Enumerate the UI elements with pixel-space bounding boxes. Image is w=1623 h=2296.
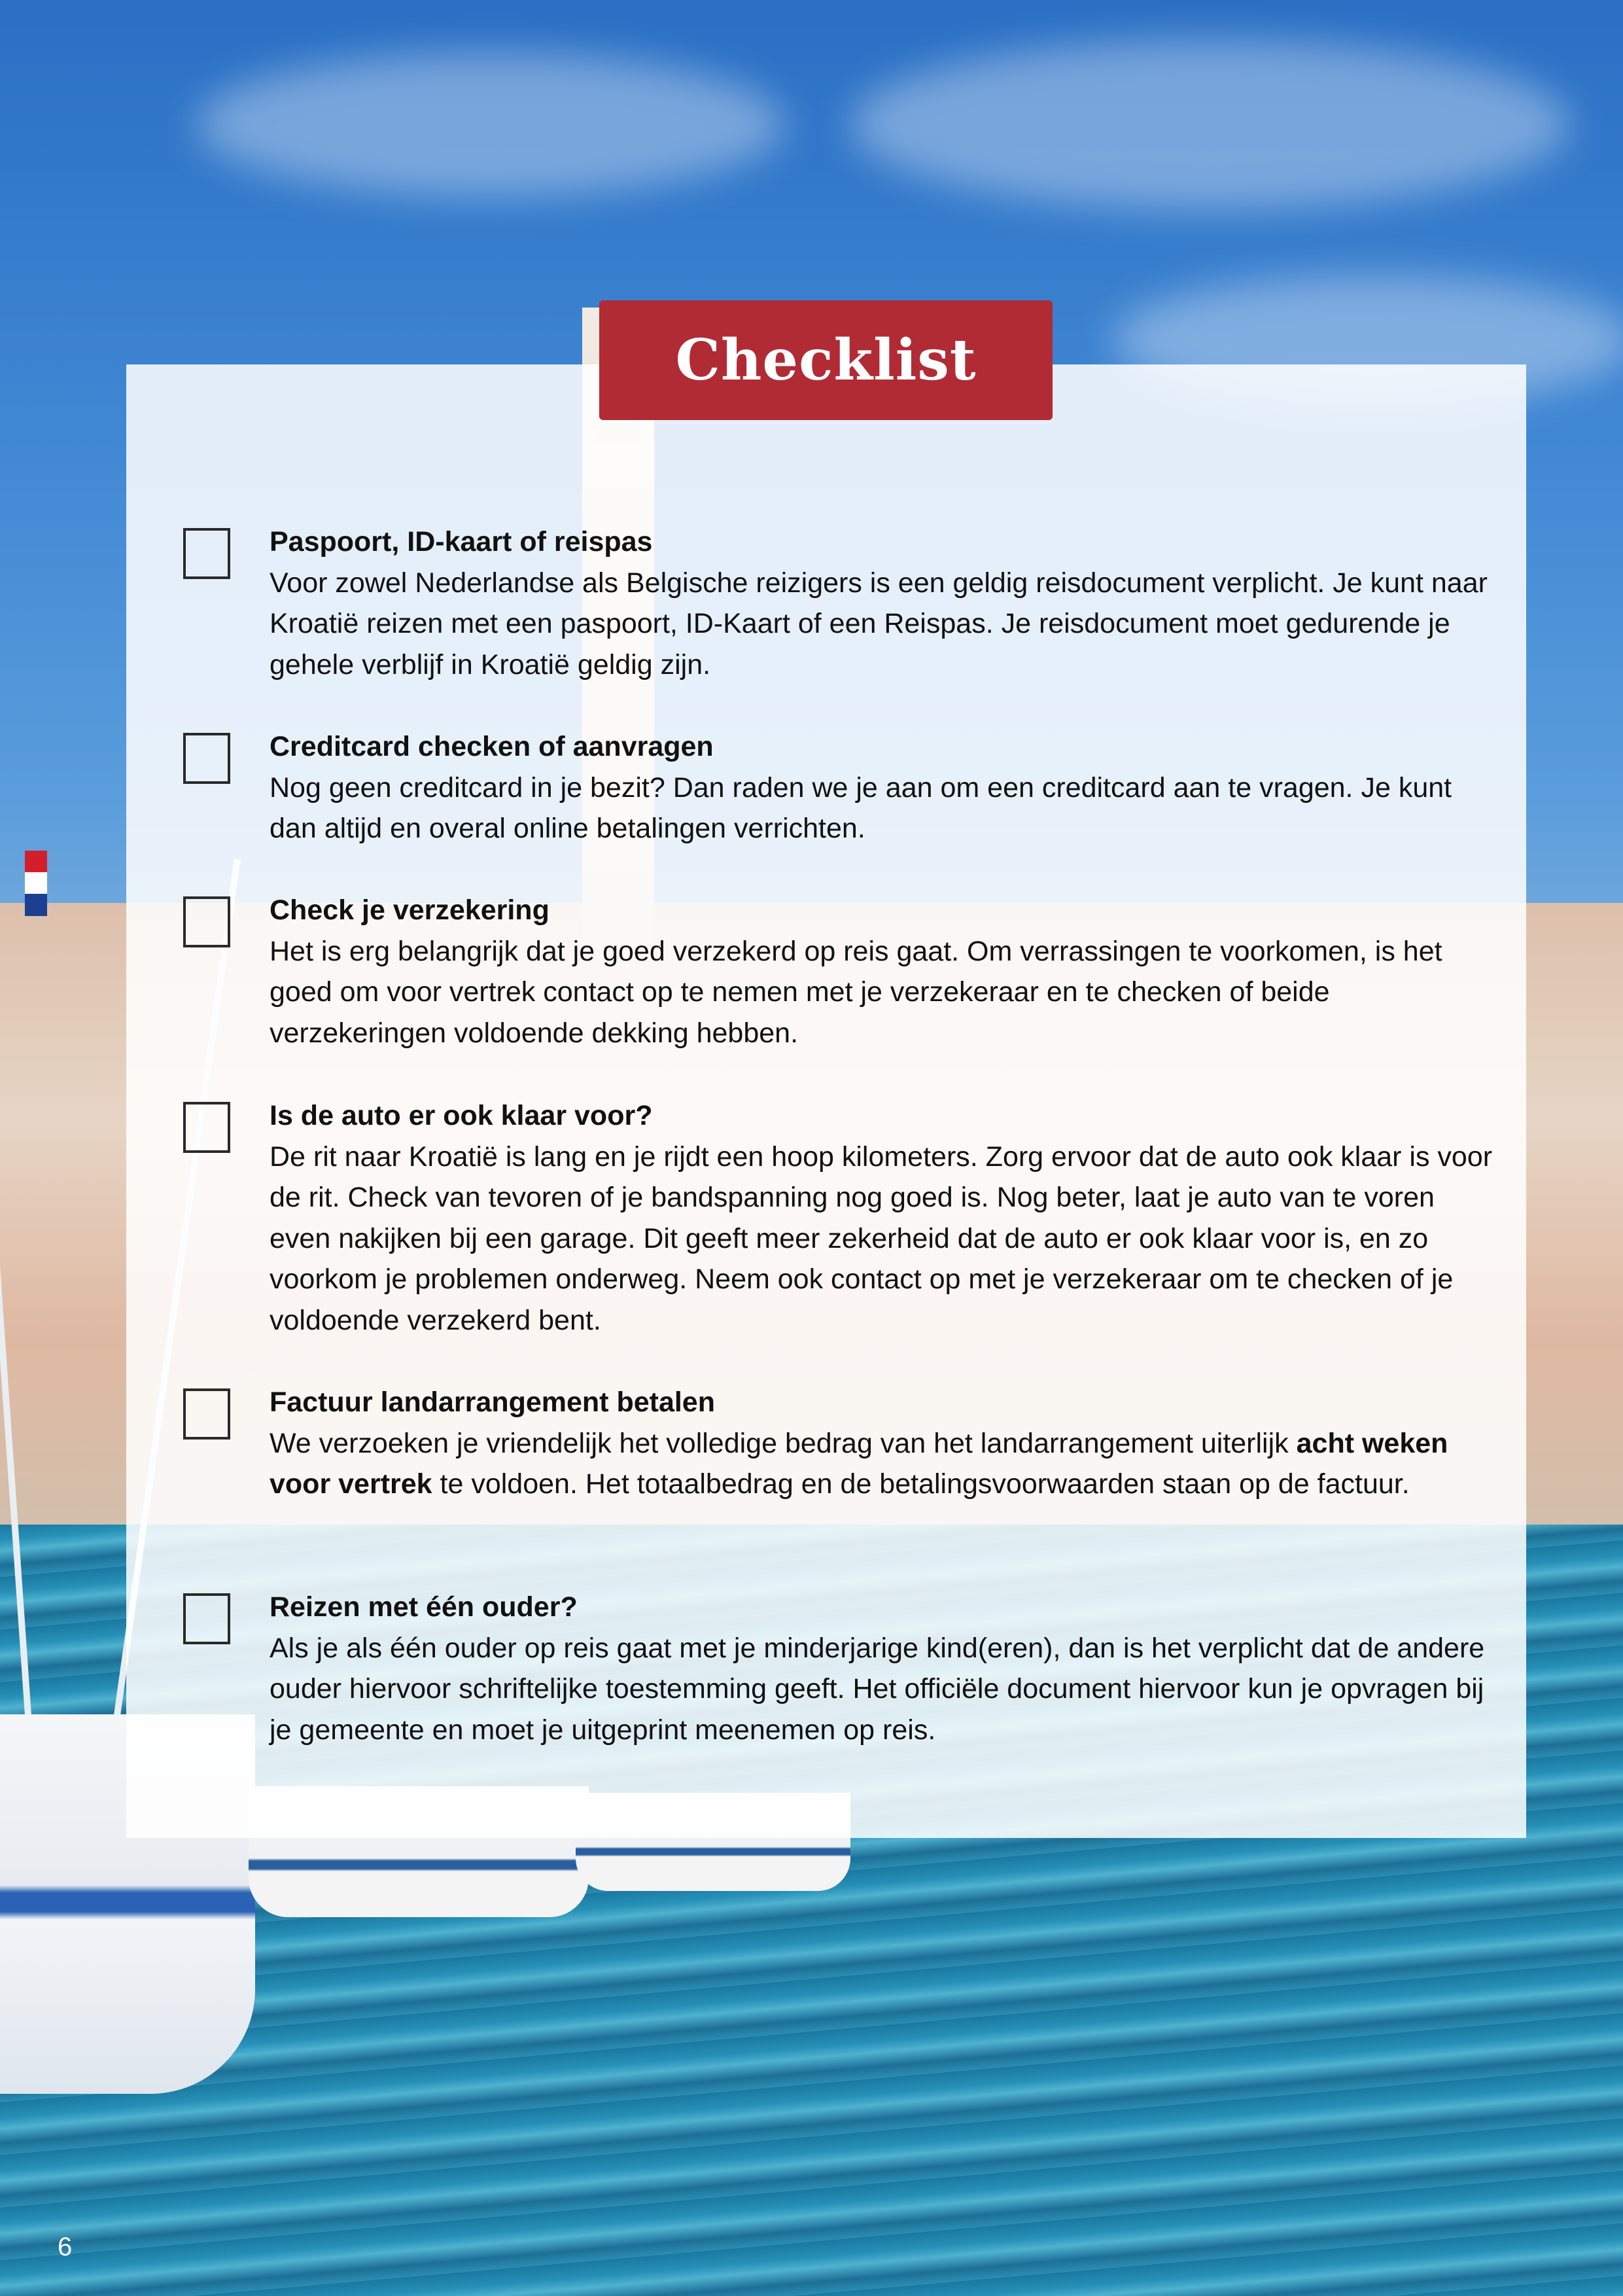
title-banner bbox=[599, 300, 1053, 420]
checklist-item-heading: Is de auto er ook klaar voor? bbox=[270, 1100, 653, 1131]
checklist-item-body-before: We verzoeken je vriendelijk het volledige bedrag van het landarrangement uiterlijk bbox=[270, 1427, 1289, 1459]
checklist-item-body: Nog geen creditcard in je bezit? Dan raden we je aan om een creditcard aan te vragen. Je kunt dan altijd en overal online betalingen verrichten. bbox=[270, 771, 1452, 844]
checklist-item-heading: Check je verzekering bbox=[270, 894, 550, 926]
checkbox[interactable] bbox=[183, 733, 230, 784]
croatian-flag-icon bbox=[25, 851, 47, 916]
checklist-item-text bbox=[270, 521, 1498, 685]
checkbox[interactable] bbox=[183, 1388, 230, 1439]
checklist-item-text bbox=[270, 890, 1498, 1053]
checkbox[interactable] bbox=[183, 1593, 230, 1644]
checklist-item-heading: Paspoort, ID-kaart of reispas bbox=[270, 526, 653, 557]
checkbox[interactable] bbox=[183, 1102, 230, 1153]
checklist-item-heading: Creditcard checken of aanvragen bbox=[270, 731, 714, 762]
checklist-item-text bbox=[270, 1095, 1498, 1341]
checklist-item-text bbox=[270, 1382, 1498, 1505]
checklist-item-heading: Reizen met één ouder? bbox=[270, 1591, 578, 1623]
checklist-item-body-after: te voldoen. Het totaalbedrag en de betalingsvoorwaarden staan op de factuur. bbox=[440, 1468, 1410, 1500]
checklist-item-body: Voor zowel Nederlandse als Belgische reizigers is een geldig reisdocument verplicht. Je kunt naar Kroatië reizen met een paspoort, ID-Kaart of een Reispas. Je reisdocument moet gedurende je gehele verblijf in Kroatië geldig zijn. bbox=[270, 567, 1488, 680]
page-number: 6 bbox=[58, 2233, 73, 2261]
checklist-item-body: Het is erg belangrijk dat je goed verzekerd op reis gaat. Om verrassingen te voorkomen, is het goed om voor vertrek contact op te nemen met je verzekeraar en te checken of beide verzekeringen voldoende dekking hebben. bbox=[270, 935, 1442, 1049]
checklist-item-body: De rit naar Kroatië is lang en je rijdt een hoop kilometers. Zorg ervoor dat de auto ook klaar is voor de rit. Check van tevoren of je bandspanning nog goed is. Nog beter, laat je auto van te voren even nakijken bij een garage. Dit geeft meer zekerheid dat de auto er ook klaar voor is, en zo voorkom je problemen onderweg. Neem ook contact op met je verzekeraar om te checken of je voldoende verzekerd bent. bbox=[270, 1140, 1493, 1336]
page-title: Checklist bbox=[675, 327, 977, 393]
checkbox[interactable] bbox=[183, 528, 230, 579]
checklist-item-text bbox=[270, 726, 1498, 849]
checkbox[interactable] bbox=[183, 896, 230, 947]
checklist-item-body-emphasis: acht weken voor vertrek bbox=[270, 1427, 1448, 1500]
checklist-item-text bbox=[270, 1587, 1498, 1750]
checklist-item-heading: Factuur landarrangement betalen bbox=[270, 1386, 715, 1418]
checklist-item-body: Als je als één ouder op reis gaat met je minderjarige kind(eren), dan is het verplicht dat de andere ouder hiervoor schriftelijke toestemming geeft. Het officiële document hiervoor kun je opvragen bij je gemeente en moet je uitgeprint meenemen op reis. bbox=[270, 1632, 1485, 1746]
